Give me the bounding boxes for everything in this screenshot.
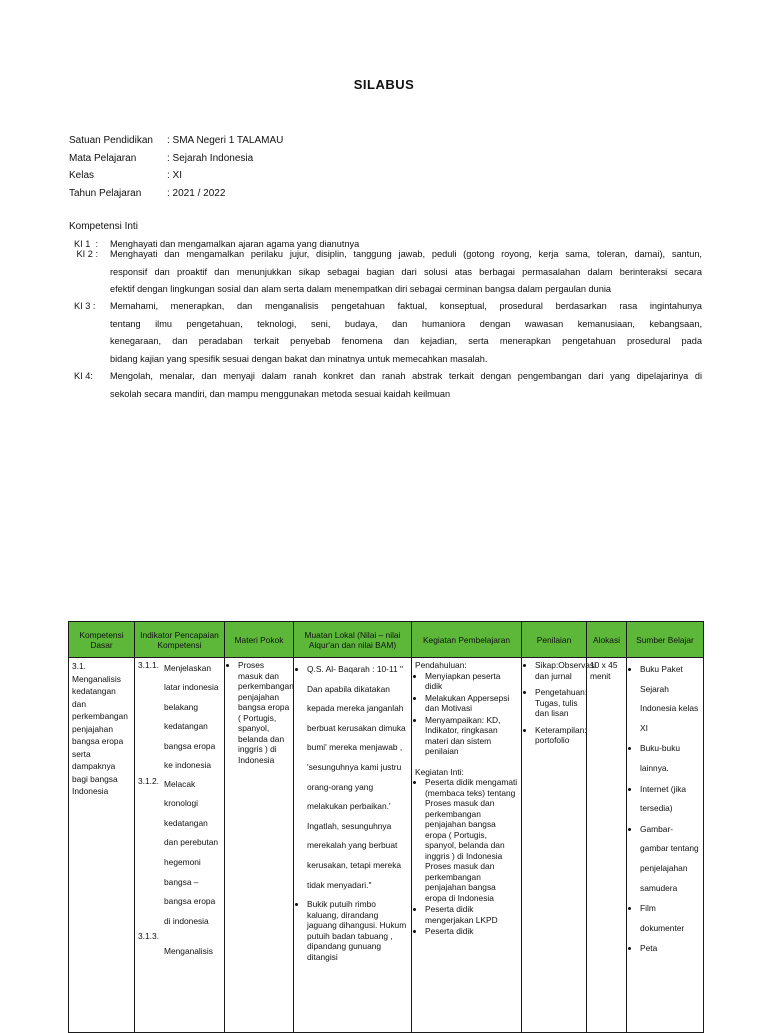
meta-value: : 2021 / 2022 [167, 187, 226, 199]
indikator-text: Menganalisis [164, 945, 213, 956]
meta-label: Mata Pelajaran [69, 152, 137, 164]
kd-cell [69, 658, 135, 1033]
penilaian-cell [522, 658, 596, 1033]
indikator-item [138, 931, 221, 942]
ki-line: sekolah secara mandiri, dan mampu menggunakan metoda sesuai kaidah keilmuan [110, 388, 451, 399]
muatan-item: • Q.S. Al- Baqarah : 10-11 " Dan apabila dikatakan kepada mereka janganlah berbuat kerusakan dimuka bumi' mereka menjawab , 'sesunguhnya kami justru orang-orang yang melakukan perbaikan.' Ingatlah, sesunguhnya merekalah yang berbuat kerusakan, tetapi mereka tidak menyadari." [307, 660, 408, 895]
document-title: SILABUS [353, 77, 415, 92]
indikator-no: 3.1.1. [138, 660, 159, 670]
muatan-item: • Bukik putuih rimbo kaluang, dirandang jaguang dihangusi. Hukum putuih badan tabuang , dipandang gunuang ditangisi [307, 899, 408, 962]
ki-label: KI 1 : [74, 239, 99, 249]
ki-2 [74, 246, 702, 299]
sumber-item: • Film dokumenter [640, 899, 700, 938]
ki-line: kenegaraan, dan peradaban terkait penyebab fenomena dan kejadian, serta menerapkan pengetahuan prosedural pada [110, 336, 702, 346]
sumber-item: • Buku-buku lainnya. [640, 739, 700, 778]
meta-row [69, 185, 283, 203]
col-header: Muatan Lokal (Nilai – nilai Alqur'an dan nilai BAM) [294, 622, 412, 658]
meta-label: Kelas [69, 170, 95, 181]
meta-row [69, 132, 283, 150]
col-header: Materi Pokok [225, 622, 294, 658]
indikator-no: 3.1.3. [138, 931, 159, 942]
meta-label: Satuan Pendidikan [69, 135, 153, 146]
materi-item: • Proses masuk dan perkembangan penjajahan bangsa eropa ( Portugis, spanyol, belanda dan inggris ) di Indonesia [238, 660, 290, 765]
sumber-item: • Buku Paket Sejarah Indonesia kelas XI [640, 660, 700, 738]
kegiatan-item: • Peserta didik [425, 926, 518, 937]
pendahuluan-heading: Pendahuluan: [415, 660, 467, 670]
ki-line: responsif dan proaktif dan menunjukkan sikap sebagai bagian dari solusi atas berbagai permasalahan dalam berinteraksi secara [110, 266, 702, 277]
meta-row [69, 150, 283, 168]
penilaian-item: • Sikap:Observasi dan jurnal [535, 660, 583, 681]
ki-line: Menghayati dan mengamalkan perilaku jujur, disiplin, tanggung jawab, peduli (gotong royong, kerja sama, toleran, damai), santun, [110, 249, 702, 259]
kegiatan-item: • Melakukan Appersepsi dan Motivasi [425, 693, 518, 714]
sumber-item: • Peta [640, 939, 700, 959]
identity-block [69, 132, 283, 202]
ki-label: KI 3 : [74, 301, 96, 311]
meta-row [69, 167, 283, 185]
meta-value: : XI [167, 170, 183, 181]
ki-label: KI 4: [74, 371, 93, 381]
ki-line: tentang ilmu pengetahuan, teknologi, seni, budaya, dan humaniora dengan wawasan kemanusiaan, kebangsaan, [110, 318, 702, 329]
penilaian-item: • Pengetahuan: Tugas, tulis dan lisan [535, 687, 583, 719]
meta-label: Tahun Pelajaran [69, 187, 142, 199]
col-header: Indikator Pencapaian Kompetensi [135, 622, 225, 658]
sumber-item: • Internet (jika tersedia) [640, 780, 700, 819]
kegiatan-cell [412, 658, 522, 1033]
table-header-row [69, 622, 704, 658]
ki-heading: Kompetensi Inti [69, 221, 138, 232]
col-header: Kompetensi Dasar [69, 622, 135, 658]
indikator-no: 3.1.2. [138, 776, 159, 787]
ki-4 [74, 368, 702, 403]
muatan-cell [294, 658, 412, 1033]
kd-text: 3.1. Menganalisis kedatangan dan perkembangan penjajahan bangsa eropa serta dampaknya bagi bangsa Indonesia [72, 661, 128, 796]
alokasi-text: 10 x 45 menit [590, 660, 618, 681]
ki-line: Memahami, menerapkan, dan menganalisis pengetahuan faktual, konseptual, prosedural berdasarkan rasa ingintahunya [110, 301, 702, 311]
col-header: Penilaian [522, 622, 587, 658]
kegiatan-item: • Menyiapkan peserta didik [425, 671, 518, 692]
kegiatan-item: • Peserta didik mengerjakan LKPD [425, 904, 518, 925]
table-row [69, 658, 704, 1033]
kegiatan-item: • Peserta didik mengamati (membaca teks) tentang Proses masuk dan perkembangan penjajahan bangsa eropa ( Portugis, spanyol, belanda dan inggris ) di Indonesia Proses masuk dan perkembangan penjajahan bangsa eropa di Indonesia [425, 777, 518, 903]
penilaian-item: • Keterampilan: portofolio [535, 725, 583, 746]
col-header: Sumber Belajar [627, 622, 704, 658]
indikator-text: Melacak kronologi kedatangan dan perebutan hegemoni bangsa – bangsa eropa di indonesia [164, 778, 219, 926]
ki-label: KI 2 : [74, 249, 99, 259]
indikator-cell [135, 658, 225, 1033]
ki-line: Menghayati dan mengamalkan ajaran agama yang dianutnya [110, 239, 360, 249]
sumber-cell [627, 658, 704, 1033]
ki-line: efektif dengan lingkungan sosial dan alam serta dalam menempatkan diri sebagai cerminan bangsa dalam pergaulan dunia [110, 284, 612, 294]
ki-line: bidang kajian yang spesifik sesuai dengan bakat dan minatnya untuk memecahkan masalah. [110, 353, 488, 364]
sumber-item: • Gambar-gambar tentang penjelajahan samudera [640, 820, 700, 898]
indikator-text: Menjelaskan latar indonesia belakang kedatangan bangsa eropa ke indonesia [164, 662, 219, 771]
alokasi-cell [587, 658, 627, 1033]
meta-value: : SMA Negeri 1 TALAMAU [167, 135, 284, 146]
col-header: Kegiatan Pembelajaran [412, 622, 522, 658]
col-header: Alokasi [587, 622, 627, 658]
meta-value: : Sejarah Indonesia [167, 152, 254, 164]
materi-cell [225, 658, 294, 1033]
kegiatan-item: • Menyampaikan: KD, Indikator, ringkasan materi dan sistem penilaian [425, 715, 518, 757]
syllabus-table [68, 621, 704, 1033]
ki-line: Mengolah, menalar, dan menyaji dalam ranah konkret dan ranah abstrak terkait dengan pengembangan dari yang dipelajarinya di [110, 371, 702, 381]
ki-3 [74, 298, 702, 368]
inti-heading: Kegiatan Inti: [415, 766, 464, 777]
